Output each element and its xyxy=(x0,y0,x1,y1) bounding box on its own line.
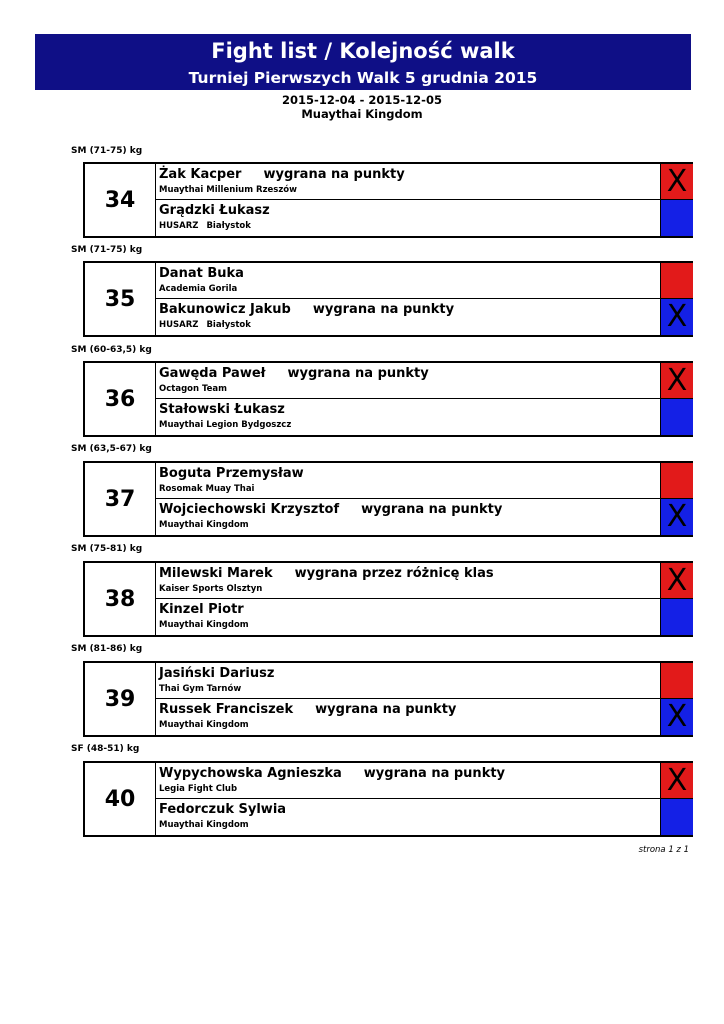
blue-corner-cell xyxy=(660,399,693,435)
fight-result: wygrana na punkty xyxy=(315,702,457,717)
fighter-name: Grądzki Łukasz xyxy=(159,203,270,218)
fighter-club: Legia Fight Club xyxy=(159,784,238,794)
red-corner-cell: X xyxy=(660,563,693,599)
fighter-club: Muaythai Kingdom xyxy=(159,620,249,630)
fight-result: wygrana na punkty xyxy=(361,502,503,517)
fight-number: 35 xyxy=(85,263,156,335)
fighter-city: Białystok xyxy=(206,221,251,231)
fighter-name: Jasiński Dariusz xyxy=(159,666,275,681)
red-corner-cell: X xyxy=(660,763,693,799)
blue-fighter-row xyxy=(156,699,660,735)
fight-number: 36 xyxy=(85,363,156,435)
fighter-name: Fedorczuk Sylwia xyxy=(159,802,287,817)
fighter-club: Kaiser Sports Olsztyn xyxy=(159,584,263,594)
fight-number: 38 xyxy=(85,563,156,635)
fighter-club: Rosomak Muay Thai xyxy=(159,484,255,494)
fighter-name: Wojciechowski Krzysztof xyxy=(159,502,340,517)
fight-result: wygrana na punkty xyxy=(263,167,405,182)
weight-category: SM (75-81) kg xyxy=(71,544,143,554)
weight-category: SM (71-75) kg xyxy=(71,245,143,255)
fight-number: 40 xyxy=(85,763,156,835)
fighter-name: Russek Franciszek xyxy=(159,702,294,717)
red-fighter-row xyxy=(156,663,660,699)
red-fighter-row xyxy=(156,164,660,200)
weight-category: SM (63,5-67) kg xyxy=(71,444,152,454)
fighter-club: Octagon Team xyxy=(159,384,228,394)
fighter-name: Żak Kacper xyxy=(159,167,242,182)
red-fighter-row xyxy=(156,763,660,799)
blue-fighter-row xyxy=(156,399,660,435)
fight-card xyxy=(83,162,693,238)
red-fighter-row xyxy=(156,463,660,499)
fighter-club: Muaythai Kingdom xyxy=(159,820,249,830)
fighter-club: Muaythai Kingdom xyxy=(159,720,249,730)
red-fighter-row xyxy=(156,263,660,299)
page-title: Fight list / Kolejność walk xyxy=(211,39,515,63)
page-number: strona 1 z 1 xyxy=(638,845,689,855)
blue-fighter-row xyxy=(156,200,660,236)
red-corner-cell: X xyxy=(660,164,693,200)
weight-category: SM (81-86) kg xyxy=(71,644,143,654)
fighter-club: Thai Gym Tarnów xyxy=(159,684,242,694)
fighter-name: Stałowski Łukasz xyxy=(159,402,285,417)
red-corner-cell xyxy=(660,263,693,299)
fight-card xyxy=(83,361,693,437)
fight-card xyxy=(83,261,693,337)
red-fighter-row xyxy=(156,363,660,399)
weight-category: SM (71-75) kg xyxy=(71,146,143,156)
fighter-name: Boguta Przemysław xyxy=(159,466,304,481)
page-subtitle: Turniej Pierwszych Walk 5 grudnia 2015 xyxy=(188,69,538,87)
fighter-club: Muaythai Kingdom xyxy=(159,520,249,530)
fighter-club: Academia Gorila xyxy=(159,284,238,294)
blue-fighter-row xyxy=(156,599,660,635)
fighter-name: Wypychowska Agnieszka xyxy=(159,766,342,781)
fight-card xyxy=(83,761,693,837)
event-organizer: Muaythai Kingdom xyxy=(301,107,423,121)
fight-result: wygrana przez różnicę klas xyxy=(294,566,494,581)
fighter-city: Białystok xyxy=(206,320,251,330)
fight-card xyxy=(83,461,693,537)
weight-category: SF (48-51) kg xyxy=(71,744,140,754)
fighter-name: Danat Buka xyxy=(159,266,244,281)
fighter-name: Bakunowicz Jakub xyxy=(159,302,291,317)
fighter-club: Muaythai Legion Bydgoszcz xyxy=(159,420,292,430)
blue-fighter-row xyxy=(156,499,660,535)
event-dates: 2015-12-04 - 2015-12-05 xyxy=(282,93,442,107)
fighter-club: HUSARZ xyxy=(159,221,199,231)
blue-corner-cell: X xyxy=(660,699,693,735)
blue-corner-cell: X xyxy=(660,499,693,535)
fight-card xyxy=(83,561,693,637)
weight-category: SM (60-63,5) kg xyxy=(71,345,152,355)
red-corner-cell xyxy=(660,463,693,499)
fighter-club: Muaythai Millenium Rzeszów xyxy=(159,185,298,195)
title-banner xyxy=(35,34,691,90)
blue-fighter-row xyxy=(156,299,660,335)
fight-number: 37 xyxy=(85,463,156,535)
blue-corner-cell xyxy=(660,200,693,236)
fighter-club: HUSARZ xyxy=(159,320,199,330)
fight-result: wygrana na punkty xyxy=(363,766,506,781)
fight-number: 34 xyxy=(85,164,156,236)
blue-corner-cell xyxy=(660,799,693,835)
blue-corner-cell xyxy=(660,599,693,635)
fighter-name: Gawęda Paweł xyxy=(159,366,266,381)
fight-result: wygrana na punkty xyxy=(312,302,455,317)
fight-result: wygrana na punkty xyxy=(287,366,429,381)
fighter-name: Kinzel Piotr xyxy=(159,602,244,617)
red-fighter-row xyxy=(156,563,660,599)
red-corner-cell: X xyxy=(660,363,693,399)
blue-fighter-row xyxy=(156,799,660,835)
fight-card xyxy=(83,661,693,737)
red-corner-cell xyxy=(660,663,693,699)
blue-corner-cell: X xyxy=(660,299,693,335)
fight-number: 39 xyxy=(85,663,156,735)
fighter-name: Milewski Marek xyxy=(159,566,273,581)
